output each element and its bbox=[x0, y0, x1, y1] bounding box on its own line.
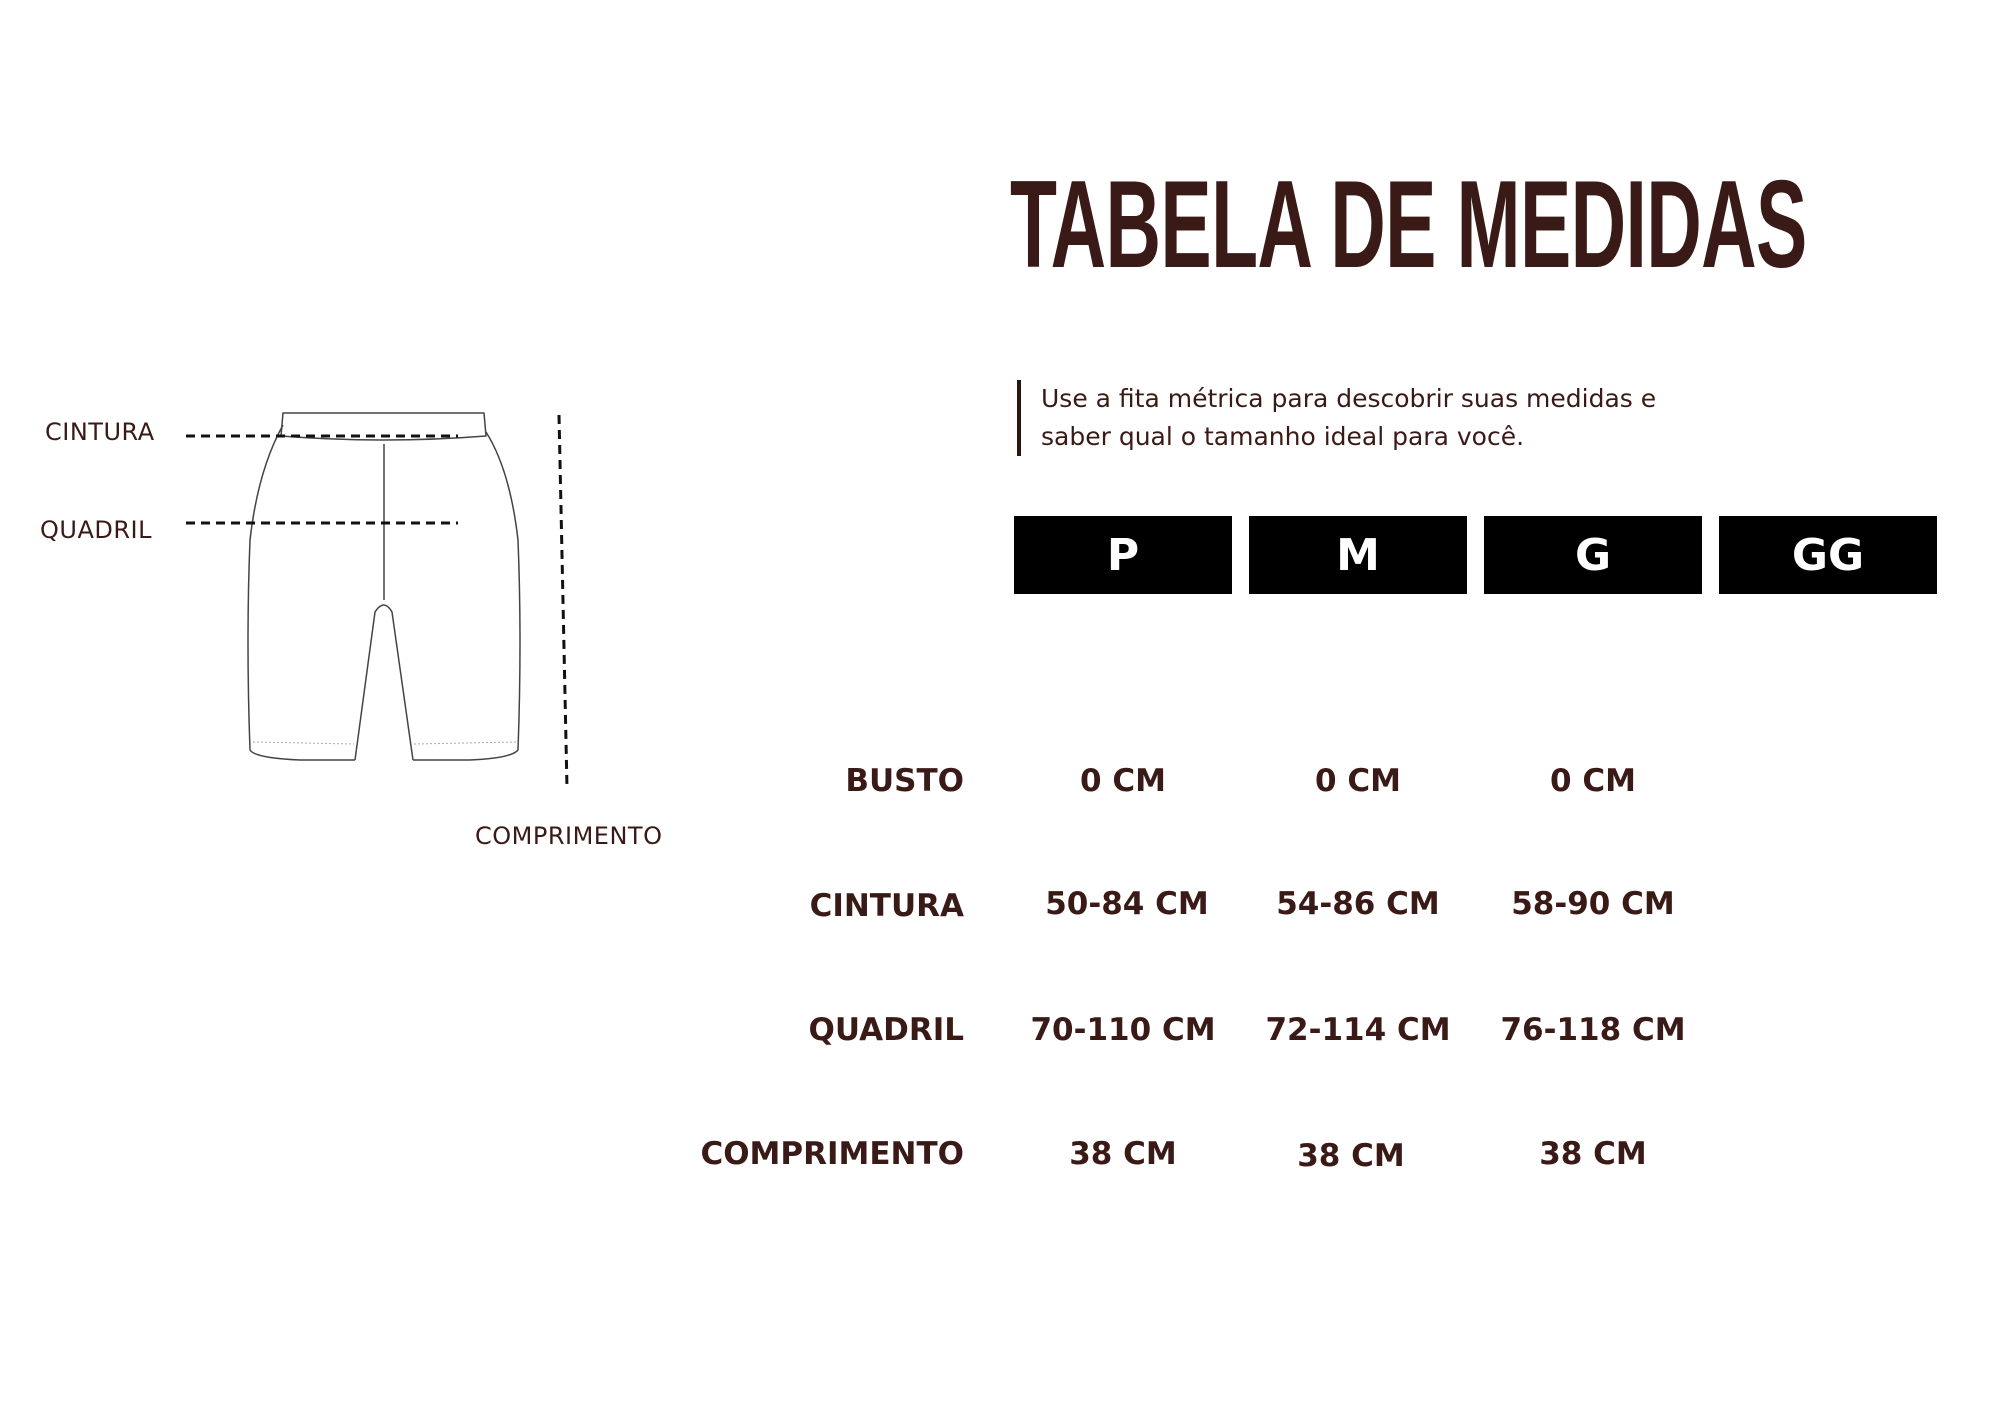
cell-cintura-m: 54-86 CM bbox=[1276, 886, 1440, 922]
cell-comprimento-m: 38 CM bbox=[1297, 1138, 1405, 1174]
row-label-cintura: CINTURA bbox=[809, 888, 964, 924]
intro-text bbox=[1017, 380, 1741, 456]
cell-busto-m: 0 CM bbox=[1315, 763, 1401, 799]
size-header-m: M bbox=[1249, 516, 1467, 594]
size-header-p: P bbox=[1014, 516, 1232, 594]
row-label-comprimento: COMPRIMENTO bbox=[700, 1136, 964, 1172]
intro-line-1: Use a fita métrica para descobrir suas medidas e bbox=[1041, 384, 1657, 413]
intro-line-2: saber qual o tamanho ideal para você. bbox=[1041, 422, 1525, 451]
cell-comprimento-g: 38 CM bbox=[1539, 1136, 1647, 1172]
cell-quadril-m: 72-114 CM bbox=[1265, 1012, 1451, 1048]
page-title: TABELA DE MEDIDAS bbox=[1010, 156, 1807, 294]
cell-quadril-g: 76-118 CM bbox=[1500, 1012, 1686, 1048]
cell-comprimento-p: 38 CM bbox=[1069, 1136, 1177, 1172]
cell-quadril-p: 70-110 CM bbox=[1030, 1012, 1216, 1048]
cell-busto-p: 0 CM bbox=[1080, 763, 1166, 799]
size-header-gg: GG bbox=[1719, 516, 1937, 594]
cell-cintura-g: 58-90 CM bbox=[1511, 886, 1675, 922]
row-label-quadril: QUADRIL bbox=[808, 1012, 964, 1048]
diagram-label-cintura: CINTURA bbox=[45, 418, 155, 446]
cell-cintura-p: 50-84 CM bbox=[1045, 886, 1209, 922]
comprimento-guide-line bbox=[559, 415, 567, 788]
cell-busto-g: 0 CM bbox=[1550, 763, 1636, 799]
shorts-outline bbox=[248, 413, 520, 760]
size-header-g: G bbox=[1484, 516, 1702, 594]
diagram-label-quadril: QUADRIL bbox=[40, 516, 152, 544]
diagram-label-comprimento: COMPRIMENTO bbox=[475, 822, 663, 850]
row-label-busto: BUSTO bbox=[845, 763, 964, 799]
